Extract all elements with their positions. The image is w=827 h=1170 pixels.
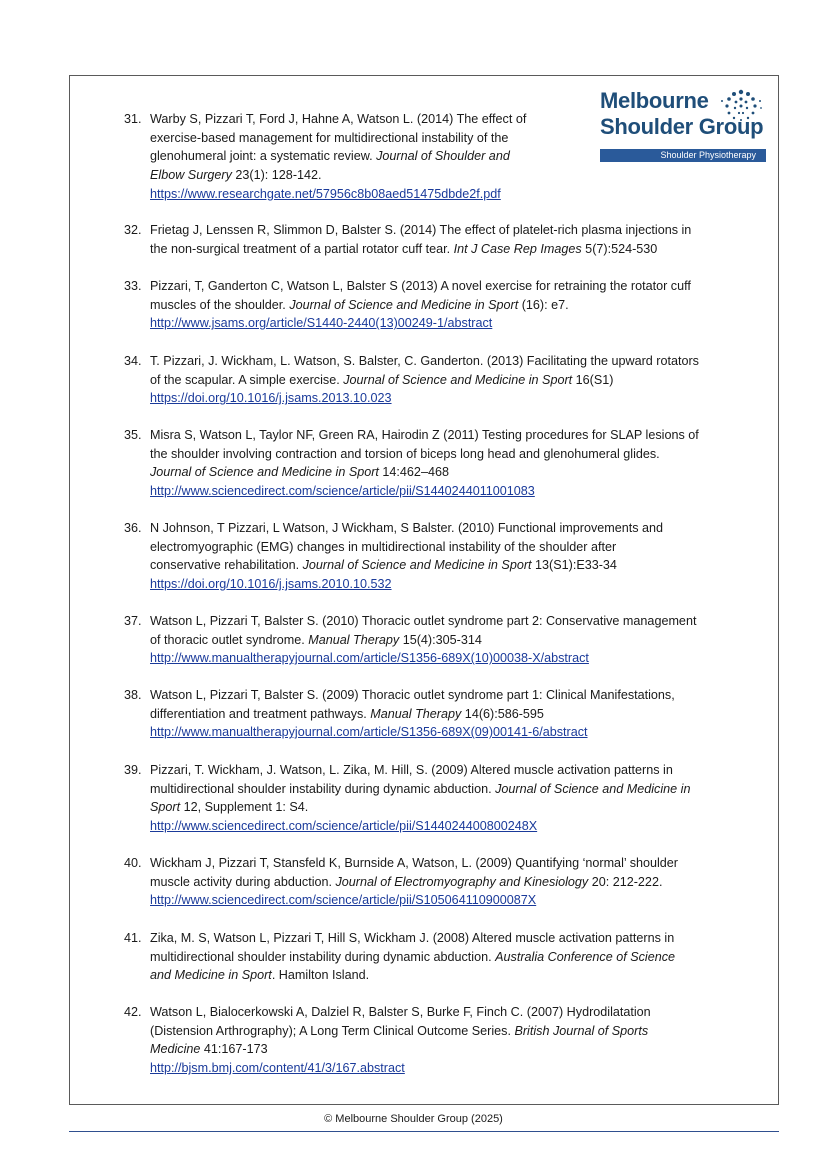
reference-line [150, 817, 690, 836]
reference-text-segment: (16): e7. [518, 297, 569, 312]
reference-line [150, 929, 675, 948]
reference-text-segment: 12, Supplement 1: S4. [180, 800, 309, 815]
reference-text-segment: muscle activity during abduction. [150, 874, 336, 889]
reference-text-segment: the shoulder involving contraction and torsion of biceps long head and glenohumeral glides. [150, 446, 660, 461]
reference-line [150, 556, 663, 575]
reference-text-segment: Zika, M. S, Watson L, Pizzari T, Hill S, Wickham J. (2008) Altered muscle activation patterns in [150, 931, 675, 945]
reference-text-segment: (Distension Arthrography); A Long Term Clinical Outcome Series. [150, 1023, 515, 1038]
reference-line [150, 705, 675, 724]
reference-text-segment: N Johnson, T Pizzari, L Watson, J Wickham, S Balster. (2010) Functional improvements and [150, 521, 664, 535]
reference-number: 39. [124, 763, 142, 777]
reference-text-segment: Warby S, Pizzari T, Ford J, Hahne A, Watson L. (2014) The effect of [150, 112, 527, 126]
reference-line [150, 780, 690, 799]
reference-line [150, 463, 699, 482]
reference-line [150, 686, 675, 705]
reference-line [150, 761, 690, 780]
reference-line [150, 1003, 651, 1022]
reference-line [150, 352, 699, 371]
logo-line1: Melbourne [600, 88, 709, 113]
reference-text-segment: 15(4):305-314 [399, 632, 482, 647]
journal-title: Medicine [150, 1042, 201, 1057]
reference-number: 35. [124, 428, 142, 442]
reference-line [150, 185, 526, 204]
reference-line [150, 798, 690, 817]
journal-title: Journal of Science and Medicine in Sport [302, 558, 532, 573]
reference-text-segment: 13(S1):E33-34 [531, 558, 617, 573]
reference-line [150, 1040, 651, 1059]
reference-text-segment: differentiation and treatment pathways. [150, 706, 371, 721]
reference-text-segment: 5(7):524-530 [581, 241, 658, 256]
reference-text-segment: the non-surgical treatment of a partial rotator cuff tear. [150, 241, 454, 256]
reference-text-segment: Pizzari, T. Wickham, J. Watson, L. Zika, M. Hill, S. (2009) Altered muscle activation patterns in [150, 763, 673, 777]
reference-number: 41. [124, 931, 142, 945]
reference-text-segment: Watson L, Pizzari T, Balster S. (2009) Thoracic outlet syndrome part 1: Clinical Manifestations, [150, 688, 675, 702]
journal-title: Journal of Electromyography and Kinesiology [335, 874, 589, 889]
reference-text-segment: Pizzari, T, Ganderton C, Watson L, Balster S (2013) A novel exercise for retraining the rotator cuff [150, 279, 691, 293]
reference-line [150, 221, 691, 240]
reference-text-segment: electromyographic (EMG) changes in multidirectional instability of the shoulder after [150, 539, 617, 554]
reference-line [150, 426, 699, 445]
reference-text-segment: 20: 212-222. [588, 874, 663, 889]
reference-text [150, 612, 696, 668]
reference-link[interactable]: https://doi.org/10.1016/j.jsams.2013.10.023 [150, 391, 392, 406]
reference-line [150, 948, 675, 967]
reference-line [150, 110, 526, 129]
reference-number: 38. [124, 688, 142, 702]
reference-text [150, 929, 675, 985]
reference-link[interactable]: http://www.manualtherapyjournal.com/article/S1356-689X(09)00141-6/abstract [150, 725, 588, 740]
reference-line [150, 240, 691, 259]
reference-line [150, 482, 699, 501]
reference-text-segment: exercise-based management for multidirectional instability of the [150, 130, 509, 145]
melbourne-shoulder-group-logo [600, 88, 768, 168]
reference-text-segment: Wickham J, Pizzari T, Stansfeld K, Burnside A, Watson, L. (2009) Quantifying ‘normal’ shoulder [150, 856, 679, 870]
reference-text-segment: 16(S1) [572, 372, 614, 387]
reference-text [150, 426, 699, 501]
reference-line [150, 649, 696, 668]
reference-text [150, 110, 526, 204]
reference-number: 40. [124, 856, 142, 870]
reference-text-segment: muscles of the shoulder. [150, 297, 290, 312]
reference-text-segment: conservative rehabilitation. [150, 558, 303, 573]
reference-text-segment: . Hamilton Island. [271, 968, 370, 983]
reference-line [150, 1022, 651, 1041]
reference-text [150, 352, 699, 408]
reference-text-segment: glenohumeral joint: a systematic review. [150, 149, 377, 164]
journal-title: Elbow Surgery [150, 168, 232, 183]
reference-text-segment: multidirectional shoulder instability during dynamic abduction. [150, 781, 496, 796]
journal-title: Journal of Science and Medicine in [495, 781, 691, 796]
reference-line [150, 854, 678, 873]
reference-text [150, 761, 690, 836]
reference-line [150, 1059, 651, 1078]
reference-text-segment: 14:462–468 [378, 465, 449, 480]
logo-tagline: Shoulder Physiotherapy [600, 149, 766, 162]
journal-title: Journal of Science and Medicine in Sport [150, 465, 379, 480]
reference-link[interactable]: http://www.sciencedirect.com/science/article/pii/S144024400800248X [150, 819, 538, 834]
reference-text-segment: 23(1): 128-142. [231, 168, 322, 183]
journal-title: British Journal of Sports [514, 1023, 649, 1038]
reference-text-segment: Frietag J, Lenssen R, Slimmon D, Balster S. (2014) The effect of platelet-rich plasma injections in [150, 223, 692, 237]
reference-number: 33. [124, 279, 142, 293]
reference-text [150, 277, 691, 333]
reference-number: 32. [124, 223, 142, 237]
footer-copyright: © Melbourne Shoulder Group (2025) [324, 1113, 503, 1125]
reference-number: 36. [124, 521, 142, 535]
reference-text [150, 854, 678, 910]
reference-text-segment: Misra S, Watson L, Taylor NF, Green RA, Hairodin Z (2011) Testing procedures for SLAP lesions of [150, 428, 699, 442]
reference-link[interactable]: https://www.researchgate.net/57956c8b08aed51475dbde2f.pdf [150, 186, 501, 201]
reference-line [150, 445, 699, 464]
reference-link[interactable]: http://www.sciencedirect.com/science/article/pii/S105064110900087X [150, 893, 537, 908]
reference-line [150, 296, 691, 315]
reference-line [150, 891, 678, 910]
reference-number: 34. [124, 354, 142, 368]
reference-line [150, 575, 663, 594]
reference-text [150, 1003, 651, 1078]
reference-text-segment: multidirectional shoulder instability during dynamic abduction. [150, 949, 496, 964]
reference-text-segment: of the scapular. A simple exercise. [150, 372, 344, 387]
reference-text-segment: Watson L, Pizzari T, Balster S. (2010) Thoracic outlet syndrome part 2: Conservative management [150, 614, 697, 628]
journal-title: Journal of Science and Medicine in Sport [289, 297, 519, 312]
reference-link[interactable]: http://www.jsams.org/article/S1440-2440(13)00249-1/abstract [150, 316, 493, 331]
reference-line [150, 371, 699, 390]
reference-text-segment: of thoracic outlet syndrome. [150, 632, 309, 647]
reference-line [150, 966, 675, 985]
reference-text [150, 519, 663, 594]
journal-title: Int J Case Rep Images [453, 241, 582, 256]
reference-link[interactable]: http://bjsm.bmj.com/content/41/3/167.abstract [150, 1061, 405, 1076]
reference-line [150, 723, 675, 742]
reference-number: 37. [124, 614, 142, 628]
journal-title: Manual Therapy [370, 706, 462, 721]
reference-text-segment: 14(6):586-595 [461, 706, 544, 721]
reference-number: 31. [124, 112, 142, 126]
reference-link[interactable]: http://www.sciencedirect.com/science/article/pii/S1440244011001083 [150, 484, 535, 499]
reference-text-segment: T. Pizzari, J. Wickham, L. Watson, S. Balster, C. Ganderton. (2013) Facilitating the upward rotators [150, 354, 699, 368]
journal-title: and Medicine in Sport [150, 968, 272, 983]
journal-title: Journal of Science and Medicine in Sport [343, 372, 573, 387]
journal-title: Journal of Shoulder and [376, 149, 510, 164]
journal-title: Sport [150, 800, 181, 815]
reference-line [150, 538, 663, 557]
journal-title: Australia Conference of Science [495, 949, 676, 964]
reference-line [150, 873, 678, 892]
reference-line [150, 519, 663, 538]
footer-divider [69, 1131, 779, 1132]
reference-link[interactable]: http://www.manualtherapyjournal.com/article/S1356-689X(10)00038-X/abstract [150, 651, 589, 666]
reference-text-segment: Watson L, Bialocerkowski A, Dalziel R, Balster S, Burke F, Finch C. (2007) Hydrodilatation [150, 1005, 651, 1019]
reference-text-segment: 41:167-173 [200, 1042, 268, 1057]
reference-text [150, 221, 691, 258]
reference-text [150, 686, 675, 742]
reference-line [150, 277, 691, 296]
journal-title: Manual Therapy [308, 632, 400, 647]
reference-number: 42. [124, 1005, 142, 1019]
logo-line2: Shoulder Group [600, 114, 764, 139]
reference-line [150, 612, 696, 631]
reference-line [150, 147, 526, 166]
reference-link[interactable]: https://doi.org/10.1016/j.jsams.2010.10.532 [150, 577, 392, 592]
reference-line [150, 389, 699, 408]
reference-line [150, 166, 526, 185]
reference-line [150, 129, 526, 148]
reference-line [150, 314, 691, 333]
reference-line [150, 631, 696, 650]
